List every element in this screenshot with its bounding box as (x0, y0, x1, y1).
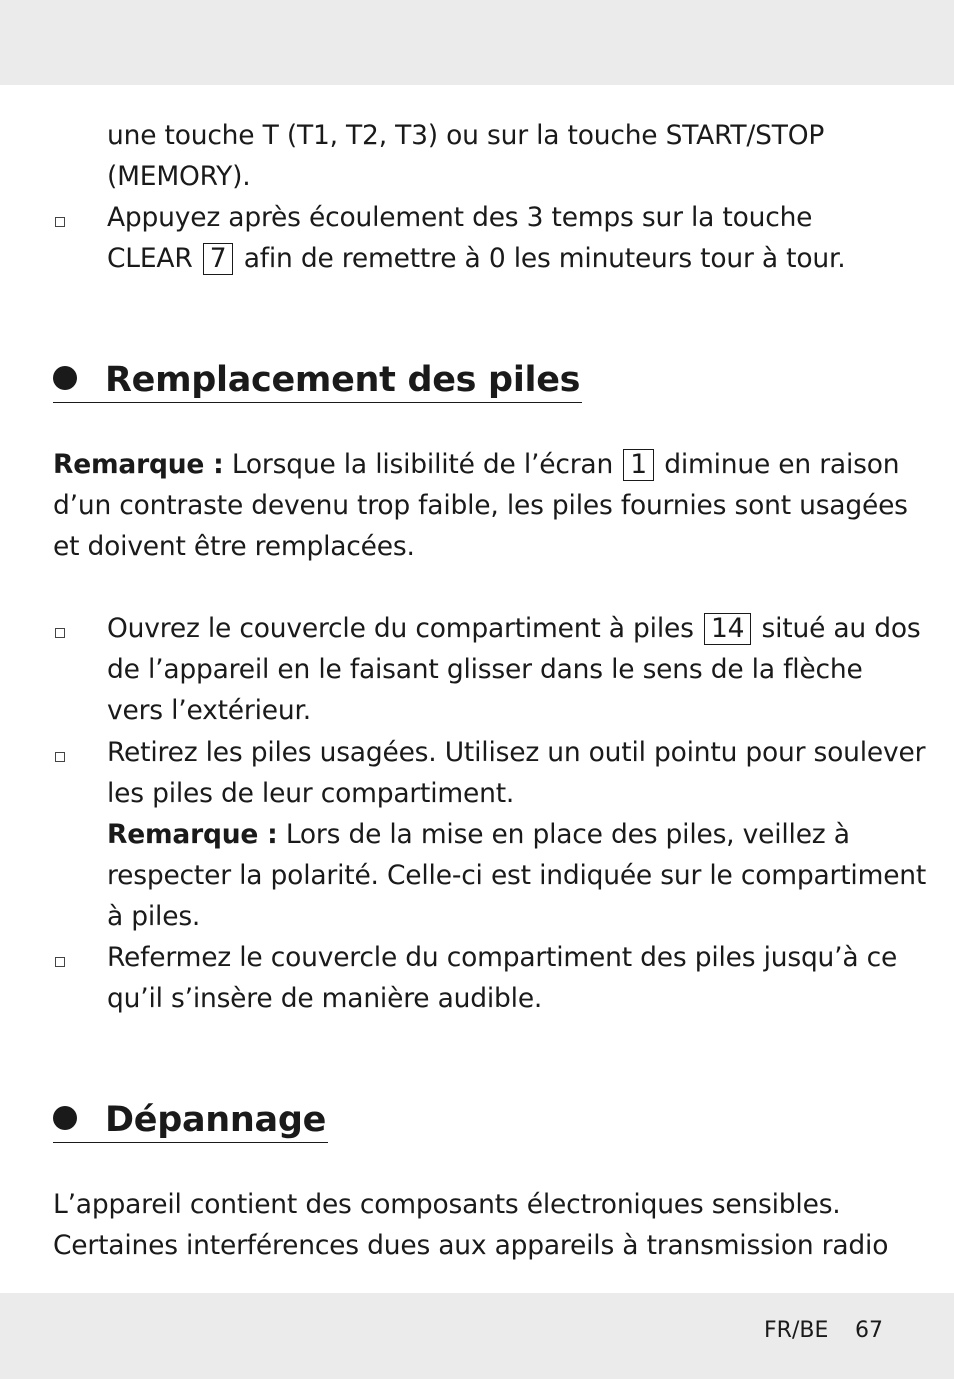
square-bullet-icon (55, 752, 65, 762)
square-bullet-icon (55, 217, 65, 227)
text-line: respecter la polarité. Celle-ci est indiquée sur le compartiment (107, 860, 927, 891)
reference-number-box: 7 (203, 243, 234, 275)
text-line (107, 818, 850, 852)
text-span: Lors de la mise en place des piles, veillez à (285, 819, 850, 850)
reference-number-box: 14 (704, 613, 751, 645)
page-header-band (0, 0, 954, 85)
text-line: L’appareil contient des composants électroniques sensibles. (53, 1189, 841, 1220)
text-line: (MEMORY). (107, 161, 251, 192)
text-span: Lorsque la lisibilité de l’écran (231, 449, 614, 480)
section-heading-depannage (53, 1098, 328, 1143)
text-line: d’un contraste devenu trop faible, les piles fournies sont usagées (53, 490, 908, 521)
heading-title: Remplacement des piles (105, 360, 581, 400)
heading-title: Dépannage (105, 1100, 327, 1140)
heading-bullet-icon (53, 1106, 77, 1130)
text-line: de l’appareil en le faisant glisser dans le sens de la flèche (107, 654, 863, 685)
note-label: Remarque : (53, 449, 224, 480)
text-span: afin de remettre à 0 les minuteurs tour à tour. (243, 243, 846, 274)
text-line: les piles de leur compartiment. (107, 778, 515, 809)
text-line: une touche T (T1, T2, T3) ou sur la touche START/STOP (107, 120, 825, 151)
footer-page-number: 67 (855, 1318, 883, 1343)
text-line: Certaines interférences dues aux appareils à transmission radio (53, 1230, 889, 1261)
text-span: CLEAR (107, 243, 193, 274)
square-bullet-icon (55, 957, 65, 967)
reference-number-box: 1 (623, 449, 654, 481)
text-line: Refermez le couvercle du compartiment des piles jusqu’à ce (107, 942, 898, 973)
footer-language: FR/BE (764, 1318, 829, 1343)
text-span: situé au dos (761, 613, 921, 644)
text-line: Retirez les piles usagées. Utilisez un outil pointu pour soulever (107, 737, 926, 768)
text-line (53, 448, 899, 482)
section-heading-remplacement (53, 358, 582, 403)
text-line (107, 612, 921, 646)
text-line: et doivent être remplacées. (53, 531, 415, 562)
text-line: à piles. (107, 901, 201, 932)
text-span: Ouvrez le couvercle du compartiment à piles (107, 613, 694, 644)
square-bullet-icon (55, 628, 65, 638)
text-line: vers l’extérieur. (107, 695, 311, 726)
text-span: diminue en raison (664, 449, 900, 480)
note-label: Remarque : (107, 819, 278, 850)
heading-bullet-icon (53, 366, 77, 390)
text-line: Appuyez après écoulement des 3 temps sur la touche (107, 202, 813, 233)
text-line (107, 242, 845, 276)
text-line: qu’il s’insère de manière audible. (107, 983, 543, 1014)
